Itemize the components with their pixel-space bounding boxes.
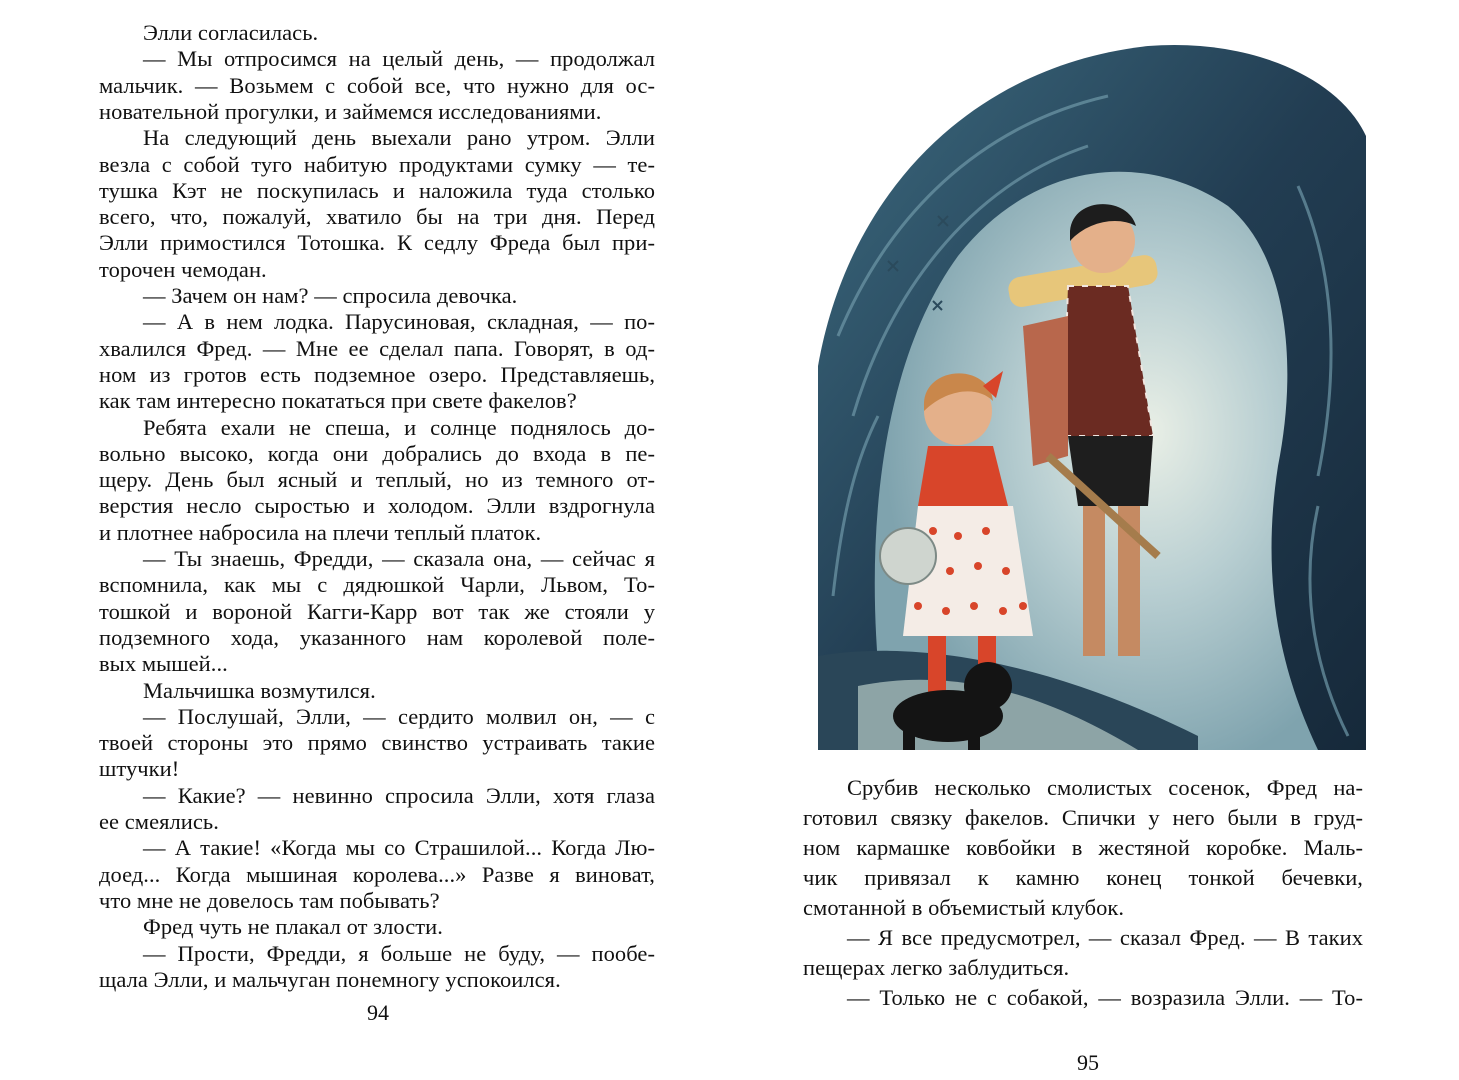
text-line: подземного хода, указанного нам королевой поле-	[99, 624, 655, 650]
text-line: ном из гротов есть подземное озеро. Представляешь,	[99, 361, 655, 387]
text-line: вольно высоко, когда они добрались до входа в пе-	[99, 440, 655, 466]
text-line: На следующий день выехали рано утром. Элли	[143, 125, 655, 151]
text-line: тошкой и вороной Кагги-Карр вот так же стояли у	[99, 598, 655, 624]
text-line: — Какие? — невинно спросила Элли, хотя глаза	[143, 782, 655, 808]
text-line: ее смеялись.	[99, 809, 219, 834]
text-line: ном кармашке ковбойки в жестяной коробке. Маль-	[803, 835, 1363, 860]
text-line: — Мы отпросимся на целый день, — продолжал	[143, 46, 655, 72]
text-line: везла с собой туго набитую продуктами сумку — те-	[99, 151, 655, 177]
text-line: пещерах легко заблудиться.	[803, 955, 1070, 980]
text-line: и плотнее набросила на плечи теплый платок.	[99, 519, 542, 545]
text-line: — Только не с собакой, — возразила Элли. — То-	[847, 985, 1363, 1010]
cave-illustration	[818, 36, 1366, 750]
text-line: Фред чуть не плакал от злости.	[143, 914, 443, 940]
text-line: мальчик. — Возьмем с собой все, что нужно для ос-	[99, 72, 655, 98]
text-line: Элли согласилась.	[143, 20, 319, 45]
text-line: твоей стороны это прямо свинство устраивать такие	[99, 730, 655, 756]
text-line: Элли примостился Тотошка. К седлу Фреда был при-	[99, 230, 655, 256]
text-line: готовил связку факелов. Спички у него были в груд-	[803, 805, 1363, 830]
text-line: доед... Когда мышиная королева...» Разве я виноват,	[99, 861, 655, 887]
text-line: как там интересно покататься при свете факелов?	[99, 388, 577, 414]
text-line: тушка Кэт не поскупилась и наложила туда столько	[99, 177, 655, 203]
left-page	[0, 0, 729, 1080]
text-line: вспомнила, как мы с дядюшкой Чарли, Львом, То-	[99, 572, 655, 598]
text-line: верстия несло сыростью и холодом. Элли вздрогнула	[99, 493, 655, 519]
text-line: торочен чемодан.	[99, 256, 267, 282]
text-line: — А в нем лодка. Парусиновая, складная, — по-	[143, 309, 655, 335]
text-line: Мальчишка возмутился.	[143, 677, 376, 703]
text-line: новательной прогулки, и займемся исследованиями.	[99, 98, 602, 124]
text-line: щала Элли, и мальчуган понемногу успокоился.	[99, 966, 561, 992]
text-line: Ребята ехали не спеша, и солнце поднялось до-	[143, 414, 655, 440]
text-line: — А такие! «Когда мы со Страшилой... Когда Лю-	[143, 835, 655, 861]
text-line: штучки!	[99, 756, 180, 782]
text-line: смотанной в объемистый клубок.	[803, 895, 1125, 920]
page-number: 95	[1077, 1050, 1099, 1075]
text-line: всего, что, пожалуй, хватило бы на три дня. Перед	[99, 204, 655, 230]
text-line: вых мышей...	[99, 651, 228, 677]
page-number: 94	[367, 1000, 389, 1025]
text-line: что мне не довелось там побывать?	[99, 887, 440, 913]
text-line: чик привязал к камню конец тонкой бечевки,	[803, 865, 1363, 890]
text-line: — Послушай, Элли, — сердито молвил он, — с	[143, 703, 655, 729]
text-line: — Я все предусмотрел, — сказал Фред. — В таких	[847, 925, 1363, 950]
right-page	[729, 0, 1459, 1080]
text-line: — Прости, Фредди, я больше не буду, — пообе-	[143, 940, 655, 966]
text-line: хвалился Фред. — Мне ее сделал папа. Говорят, в од-	[99, 335, 655, 361]
text-line: Срубив несколько смолистых сосенок, Фред на-	[847, 775, 1363, 800]
text-line: щеру. День был ясный и теплый, но из темного от-	[99, 467, 655, 493]
text-line: — Зачем он нам? — спросила девочка.	[143, 283, 518, 308]
text-line: — Ты знаешь, Фредди, — сказала она, — сейчас я	[143, 546, 655, 571]
